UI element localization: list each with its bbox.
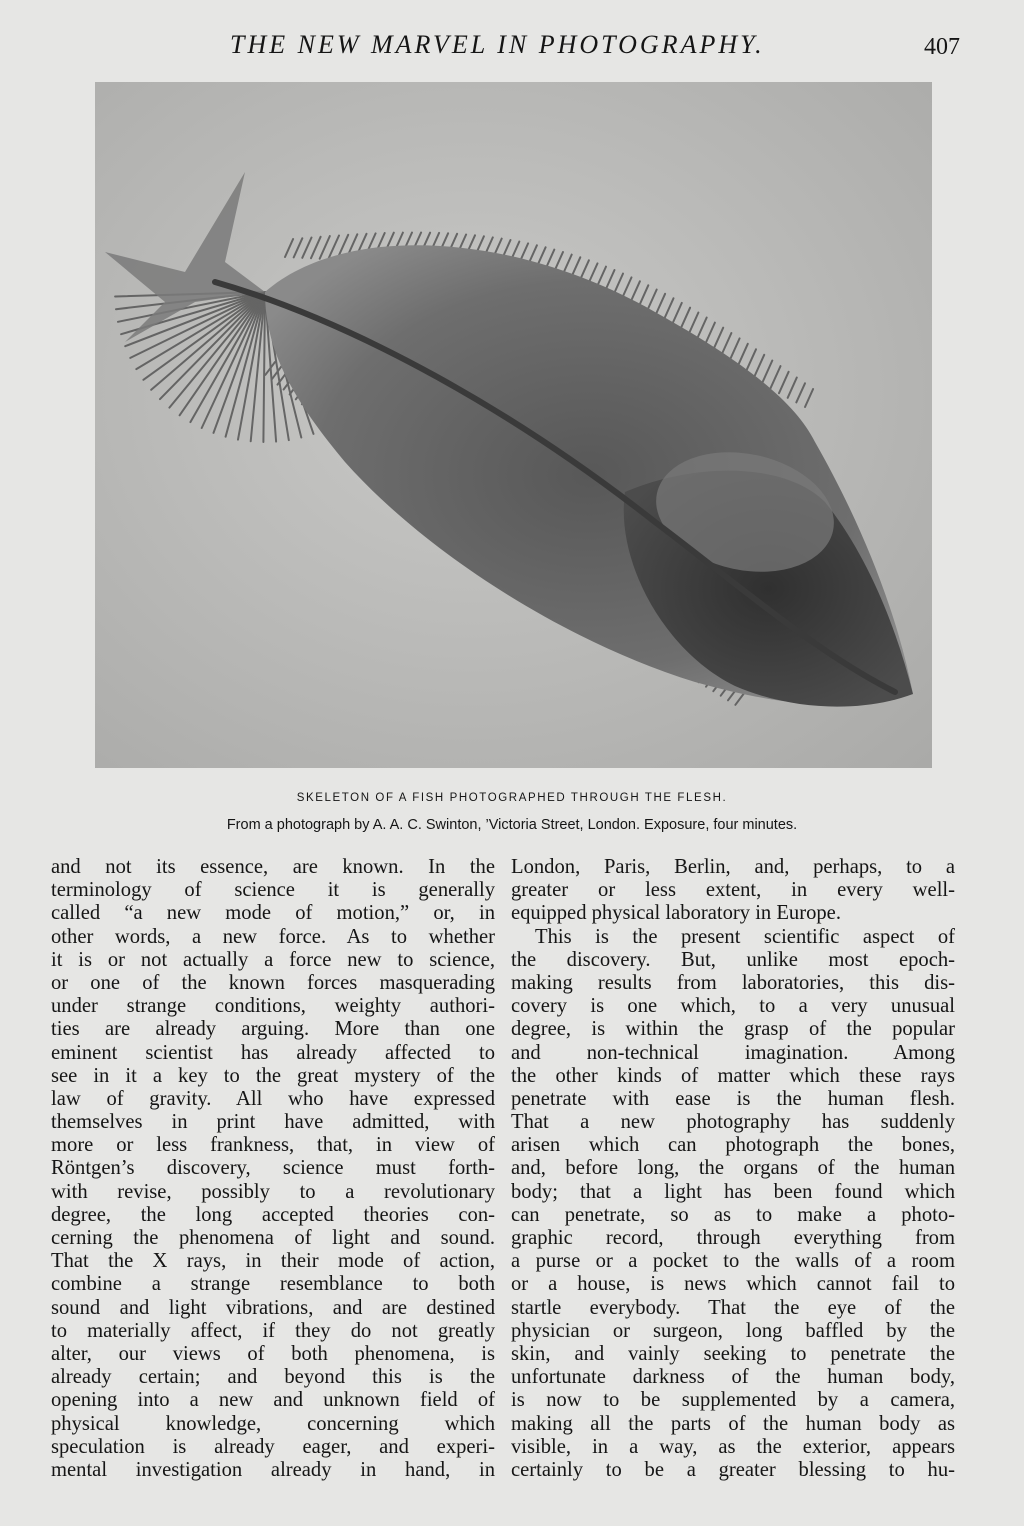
text-line: skin, and vainly seeking to penetrate the bbox=[511, 1342, 955, 1365]
text-line: visible, in a way, as the exterior, appears bbox=[511, 1435, 955, 1458]
text-line: penetrate with ease is the human flesh. bbox=[511, 1087, 955, 1110]
text-line: greater or less extent, in every well- bbox=[511, 879, 955, 902]
text-column-right bbox=[511, 856, 955, 1482]
text-line: to materially affect, if they do not greatly bbox=[51, 1319, 495, 1342]
text-line: with revise, possibly to a revolutionary bbox=[51, 1180, 495, 1203]
running-title: THE NEW MARVEL IN PHOTOGRAPHY. bbox=[230, 30, 765, 59]
figure-caption-credit: From a photograph by A. A. C. Swinton, ’Victoria Street, London. Exposure, four minutes. bbox=[226, 817, 798, 833]
text-line: This is the present scientific aspect of bbox=[535, 925, 955, 948]
text-line: London, Paris, Berlin, and, perhaps, to a bbox=[511, 856, 955, 878]
text-line: it is or not actually a force new to science, bbox=[51, 948, 495, 971]
text-line: opening into a new and unknown field of bbox=[51, 1389, 495, 1412]
text-line: That the X rays, in their mode of action, bbox=[51, 1250, 495, 1273]
text-line: a purse or a pocket to the walls of a room bbox=[511, 1250, 955, 1273]
text-line: more or less frankness, that, in view of bbox=[51, 1134, 495, 1157]
text-line: cerning the phenomena of light and sound. bbox=[51, 1227, 495, 1249]
text-line: graphic record, through everything from bbox=[511, 1227, 955, 1249]
text-line: and not its essence, are known. In the bbox=[51, 856, 495, 878]
figure-caption-title: SKELETON OF A FISH PHOTOGRAPHED THROUGH THE FLESH. bbox=[296, 792, 728, 804]
text-line: That a new photography has suddenly bbox=[511, 1111, 955, 1134]
text-line: under strange conditions, weighty authori- bbox=[51, 995, 495, 1018]
text-line: or a house, is news which cannot fail to bbox=[511, 1273, 955, 1296]
text-line: terminology of science it is generally bbox=[51, 879, 495, 902]
text-line: certainly to be a greater blessing to hu- bbox=[511, 1458, 955, 1481]
text-line: alter, our views of both phenomena, is bbox=[51, 1342, 495, 1365]
text-line: sound and light vibrations, and are destined bbox=[51, 1296, 495, 1319]
text-line: see in it a key to the great mystery of the bbox=[51, 1064, 495, 1087]
text-line: Röntgen’s discovery, science must forth- bbox=[51, 1157, 495, 1180]
fish-xray-photograph bbox=[95, 82, 932, 768]
text-line: or one of the known forces masquerading bbox=[51, 971, 495, 994]
text-line: degree, is within the grasp of the popular bbox=[511, 1018, 955, 1041]
text-line: making results from laboratories, this dis- bbox=[511, 971, 955, 994]
text-line: mental investigation already in hand, in bbox=[51, 1458, 495, 1481]
text-line: other words, a new force. As to whether bbox=[51, 925, 495, 948]
text-line: ties are already arguing. More than one bbox=[51, 1018, 495, 1041]
text-line: already certain; and beyond this is the bbox=[51, 1366, 495, 1389]
text-line: is now to be supplemented by a camera, bbox=[511, 1389, 955, 1412]
text-line: the other kinds of matter which these rays bbox=[511, 1064, 955, 1087]
page-number: 407 bbox=[924, 34, 960, 60]
text-line: and non-technical imagination. Among bbox=[511, 1041, 955, 1064]
text-line: themselves in print have admitted, with bbox=[51, 1111, 495, 1134]
text-line: making all the parts of the human body as bbox=[511, 1412, 955, 1435]
text-line: can penetrate, so as to make a photo- bbox=[511, 1203, 955, 1226]
text-line: arisen which can photograph the bones, bbox=[511, 1134, 955, 1157]
text-line: equipped physical laboratory in Europe. bbox=[511, 902, 841, 925]
text-line: covery is one which, to a very unusual bbox=[511, 995, 955, 1018]
text-line: speculation is already eager, and experi- bbox=[51, 1435, 495, 1458]
text-line: unfortunate darkness of the human body, bbox=[511, 1366, 955, 1389]
running-head bbox=[0, 30, 1024, 70]
text-line: degree, the long accepted theories con- bbox=[51, 1203, 495, 1226]
text-line: combine a strange resemblance to both bbox=[51, 1273, 495, 1296]
text-line: eminent scientist has already affected to bbox=[51, 1041, 495, 1064]
text-line: body; that a light has been found which bbox=[511, 1180, 955, 1203]
text-line: startle everybody. That the eye of the bbox=[511, 1296, 955, 1319]
text-column-left bbox=[51, 856, 495, 1482]
fish-skeleton-image bbox=[95, 82, 932, 768]
text-line: called “a new mode of motion,” or, in bbox=[51, 902, 495, 925]
text-line: physician or surgeon, long baffled by the bbox=[511, 1319, 955, 1342]
text-line: physical knowledge, concerning which bbox=[51, 1412, 495, 1435]
text-line: the discovery. But, unlike most epoch- bbox=[511, 948, 955, 971]
text-line: law of gravity. All who have expressed bbox=[51, 1087, 495, 1110]
text-line: and, before long, the organs of the human bbox=[511, 1157, 955, 1180]
